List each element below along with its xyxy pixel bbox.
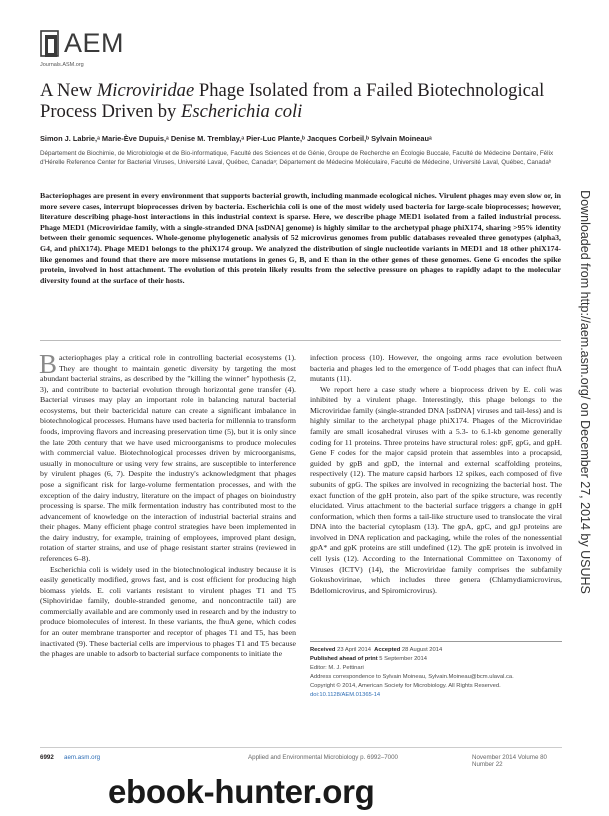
journal-logo-text: AEM — [64, 28, 125, 58]
page-number: 6992 — [40, 754, 54, 761]
article-info-box — [310, 641, 562, 721]
intro-paragraph — [39, 349, 296, 565]
page-footer — [40, 747, 562, 768]
author-list: Simon J. Labrie,ᵃ Marie-Ève Dupuis,ᵃ Denise M. Tremblay,ᵃ Pier-Luc Plante,ᵇ Jacques Corbeil,ᵇ Sylvain Moineauᵃ — [40, 134, 432, 143]
abstract-divider — [40, 340, 561, 341]
published-line — [310, 655, 562, 664]
dates-line — [310, 646, 562, 655]
download-sidebar — [574, 152, 596, 632]
article-title — [40, 80, 560, 122]
journal-site-label: Journals.ASM.org — [40, 62, 84, 68]
editor-name: M. J. Pettinari — [328, 665, 364, 671]
download-notice: Downloaded from http://aem.asm.org/ on December 27, 2014 by USUHS — [578, 190, 592, 594]
ecoli-paragraph: Escherichia coli is widely used in the biotechnological industry because it is easily genetically modified, grows fast, and is cost efficient for producing high biomass yields. E. coli variants resistant to virulent phages T1 and T5 (Siphoviridae family, double-stranded genome, and noncontractile tail) are commercially available and are commonly used in research and by the industry to produce biomolecules of interest. In these variants, the fhuA gene, which codes for an outer membrane transporter and receptor of phages T1 and T5, has been inactivated (9). These bacterial cells are impervious to phages T1 and T5 because the phages are unable to adsorb to bacterial surface components to initiate the — [40, 564, 296, 659]
published-label: Published ahead of print — [310, 656, 378, 662]
journal-site-link[interactable]: aem.asm.org — [64, 754, 101, 761]
doi-link[interactable]: doi:10.1128/AEM.01365-14 — [310, 692, 381, 698]
accepted-date: 28 August 2014 — [401, 647, 443, 653]
editor-label: Editor: — [310, 665, 327, 671]
journal-citation: Applied and Environmental Microbiology p. 6992–7000 — [248, 754, 398, 761]
correspondence-line: Address correspondence to Sylvain Moineau, Sylvain.Moineau@bcm.ulaval.ca. — [310, 674, 514, 680]
accepted-label: Accepted — [374, 647, 401, 653]
continuation-paragraph: infection process (10). However, the ongoing arms race evolution between bacteria and phages led to the emergence of T-odd phages that can infect fhuA mutants (11). — [310, 353, 562, 384]
title-italic-1: Microviridae — [96, 80, 195, 101]
published-date: 5 September 2014 — [379, 656, 427, 662]
journal-logo — [40, 28, 125, 74]
body-column-right — [310, 353, 562, 596]
watermark: ebook-hunter.org — [108, 773, 375, 810]
title-part-2: Phage Isolated from a Failed Biotechnological Process Driven by — [40, 80, 545, 122]
intro-paragraph-text: acteriophages play a critical role in controlling bacterial ecosystems (1). They are thought to maintain genetic diversity by targeting the most abundant bacterial strains, as described by the "killing the winner" hypothesis (2, 3), and contribute to bacterial evolution through horizontal gene transfer (4). Bacterial viruses may play an important role in balancing natural bacterial ecosystems, but their bactericidal nature can create a significant imbalance in biotechnological processes. Humans have used bacteria for millennia to transform foods, improving flavors and increasing preservation time (5), but it is only since the late 20th century that we have used microorganisms to produce molecules with commercial value. Biotechnological processes driven by microorganisms, usually in monoculture or using very few strains, are susceptible to interference by virulent phages (6, 7). Despite the industry's acknowledgment that phages pose a significant risk for large-volume fermentation processes, and with the exception of the dairy industry, literature on the impact of phages on bioindustry processing is sparse. The milk fermentation industry has contributed most to the advancement of knowledge on the interaction of industrial bacterial strains and their phages. Many efficient phage control strategies have been implemented in the dairy industry, for example, training of employees, improved plant design, rotation of starter strains, and use of phage resistant starter strains (reviewed in references 6–8). — [40, 353, 296, 563]
title-part-1: A New — [40, 80, 97, 101]
body-column-left — [39, 349, 296, 660]
editor-line — [310, 664, 562, 673]
affiliations: Département de Biochimie, de Microbiologie et de Bio-informatique, Faculté des Sciences et de Génie, Groupe de Recherche en Écologie Buccale, Faculté de Médecine Dentaire, Félix d'Hérelle Reference Center for Bacterial Viruses, Université Laval, Québec, Canadaᵃ; Département de Médecine Moléculaire, Faculté de Médecine, Université Laval, Québec, Canadaᵇ — [40, 150, 554, 167]
copyright-line: Copyright © 2014, American Society for Microbiology. All Rights Reserved. — [310, 683, 501, 689]
received-label: Received — [310, 647, 336, 653]
received-date: 23 April 2014 — [337, 647, 371, 653]
title-italic-2: Escherichia coli — [180, 101, 303, 122]
abstract: Bacteriophages are present in every environment that supports bacterial growth, including manmade ecological niches. Virulent phages may even slow or, in more severe cases, interrupt bioprocesses driven by bacteria. Escherichia coli is one of the most widely used bacteria for large-scale bioprocesses; however, literature describing phage-host interactions in this industrial context is sparse. Here, we describe phage MED1 isolated from a failed industrial process. Phage MED1 (Microviridae family, with a single-stranded DNA [ssDNA] genome) is highly similar to the archetypal phage phiX174, sharing >95% identity between their genomic sequences. Whole-genome phylogenetic analysis of 52 microvirus genomes from public databases revealed three genotypes (alpha3, G4, and phiX174). Phage MED1 belongs to the phiX174 group. We analyzed the distribution of single nucleotide variants in MED1 and 18 other phiX174-like genomes and found that there are more missense mutations in genes G, B, and E than in the other genes of these genomes. Gene G encodes the spike protein, involved in host attachment. The evolution of this protein likely results from the selective pressure on phages to rapidly adapt to the molecular diversity found at the surface of their hosts. — [40, 191, 561, 285]
case-study-paragraph: We report here a case study where a bioprocess driven by E. coli was inhibited by a virulent phage. Interestingly, this phage belongs to the Microviridae family (single-stranded DNA [ssDNA] viruses and tail-less) and is highly similar to the archetypal phage phiX174. Phages of the Microviridae family are small icosahedral viruses with a 5.3- to 6.1-kb genome generally coding for 11 proteins. Three proteins have structural roles: gpF, gpG, and gpH. Gene F codes for the major capsid protein that assembles into a procapsid, guided by gpB and gpD, the internal and external scaffolding proteins, respectively (12). The mature capsid harbors 12 spikes, each composed of five subunits of gpG. The spikes are involved in recognizing the bacterial host. The exact function of the gpH protein, also part of the spike structure, was recently elucidated. Virus attachment to the bacterial surface triggers a change in gpH conformation, which then forms a tail-like structure used to translocate the viral DNA into the bacterial cytoplasm (13). The gpA, gpC, and gpJ proteins are involved in DNA replication and packaging, while the roles of the nonessential gpA* and gpK proteins are still undefined (12). The gpE protein is involved in cell lysis (12). According to the International Committee on Taxonomy of Viruses (ICTV) (14), the Microviridae family comprises the subfamily Gokushovirinae, which includes three genera (Chlamydiamicrovirus, Bdellomicrovirus, and Spiromicrovirus). — [310, 384, 562, 595]
issue-info: November 2014 Volume 80 Number 22 — [472, 754, 547, 768]
drop-cap: B — [39, 349, 58, 379]
aem-logo-mark-icon — [40, 30, 62, 60]
